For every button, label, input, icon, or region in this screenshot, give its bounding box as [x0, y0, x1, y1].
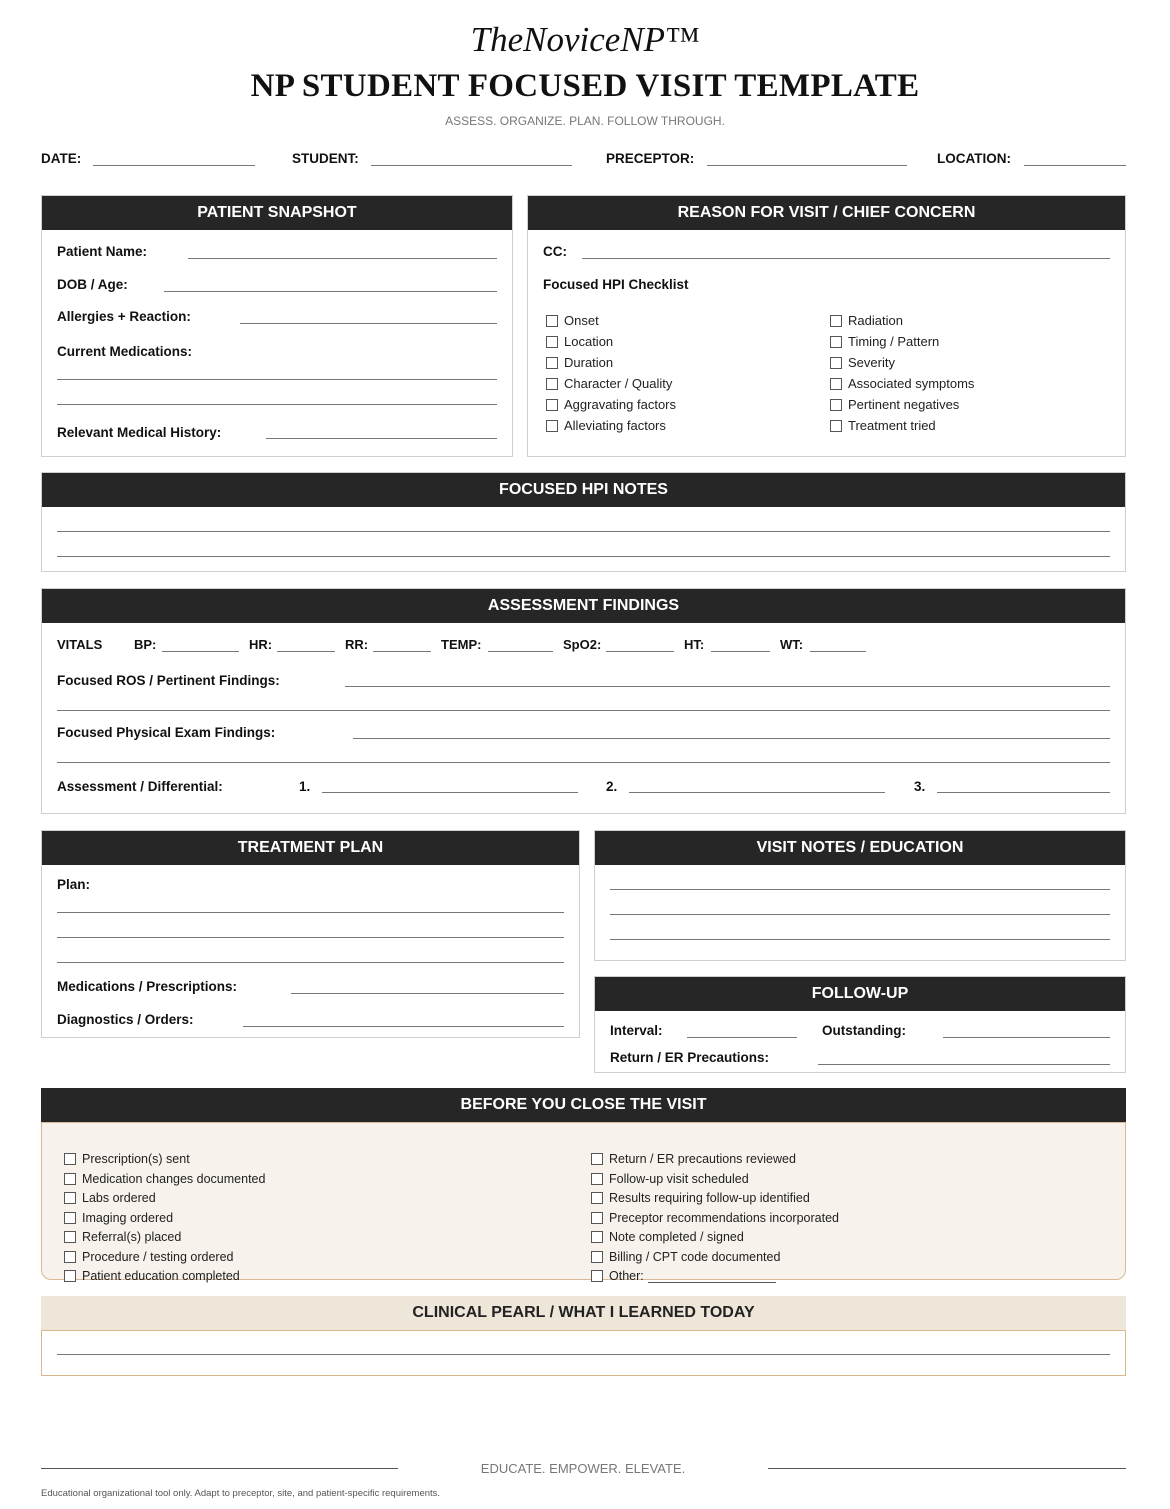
checklist-item[interactable]: Radiation — [830, 313, 903, 328]
checkbox[interactable] — [64, 1153, 76, 1165]
return-er-label: Return / ER Precautions: — [610, 1050, 770, 1065]
checkbox[interactable] — [591, 1231, 603, 1243]
close-checklist-item[interactable]: Labs ordered — [64, 1191, 156, 1205]
treatment-plan-panel — [41, 830, 580, 1038]
checkbox[interactable] — [830, 315, 842, 327]
checkbox[interactable] — [64, 1212, 76, 1224]
close-checklist-item[interactable]: Preceptor recommendations incorporated — [591, 1211, 839, 1225]
checkbox[interactable] — [64, 1192, 76, 1204]
tagline: ASSESS. ORGANIZE. PLAN. FOLLOW THROUGH. — [445, 114, 725, 128]
preceptor-field[interactable] — [707, 165, 907, 166]
date-field[interactable] — [93, 165, 255, 166]
physical-exam-line-2[interactable] — [57, 762, 1110, 763]
close-checklist-item[interactable]: Return / ER precautions reviewed — [591, 1152, 796, 1166]
ht-label: HT: — [684, 637, 705, 652]
footer-divider-right — [768, 1468, 1126, 1469]
location-field[interactable] — [1024, 165, 1126, 166]
brand-name: TheNoviceNP™ — [470, 20, 700, 59]
checklist-item[interactable]: Onset — [546, 313, 599, 328]
close-checklist-item[interactable]: Results requiring follow-up identified — [591, 1191, 810, 1205]
reason-for-visit-header: REASON FOR VISIT / CHIEF CONCERN — [528, 196, 1125, 230]
hpi-notes-line-2[interactable] — [57, 556, 1110, 557]
footer-motto: EDUCATE. EMPOWER. ELEVATE. — [480, 1461, 686, 1476]
interval-label: Interval: — [610, 1023, 663, 1038]
hpi-notes-header: FOCUSED HPI NOTES — [42, 473, 1125, 507]
bp-label: BP: — [134, 637, 157, 652]
close-checklist-item[interactable]: Note completed / signed — [591, 1230, 744, 1244]
checklist-item[interactable]: Associated symptoms — [830, 376, 974, 391]
current-meds-label: Current Medications: — [57, 344, 193, 359]
diagnostics-field[interactable] — [243, 1026, 564, 1027]
rr-field[interactable] — [373, 651, 431, 652]
checkbox[interactable] — [830, 378, 842, 390]
hr-label: HR: — [249, 637, 273, 652]
close-checklist-item[interactable]: Patient education completed — [64, 1269, 240, 1283]
spo2-field[interactable] — [606, 651, 674, 652]
checklist-item[interactable]: Aggravating factors — [546, 397, 676, 412]
current-meds-line-1[interactable] — [57, 379, 497, 380]
date-label: DATE: — [41, 151, 82, 166]
close-checklist-item[interactable]: Medication changes documented — [64, 1172, 265, 1186]
ht-field[interactable] — [711, 651, 770, 652]
temp-label: TEMP: — [441, 637, 482, 652]
checkbox[interactable] — [830, 420, 842, 432]
rr-label: RR: — [345, 637, 369, 652]
close-checklist-item[interactable]: Imaging ordered — [64, 1211, 173, 1225]
patient-snapshot-panel — [41, 195, 513, 457]
cc-field[interactable] — [582, 258, 1110, 259]
checklist-item[interactable]: Character / Quality — [546, 376, 672, 391]
differential-label: Assessment / Differential: — [57, 779, 223, 794]
outstanding-label: Outstanding: — [822, 1023, 906, 1038]
other-field[interactable] — [648, 1282, 776, 1283]
checkbox[interactable] — [64, 1270, 76, 1282]
plan-line-2[interactable] — [57, 937, 564, 938]
return-er-field[interactable] — [818, 1064, 1110, 1065]
checklist-item[interactable]: Alleviating factors — [546, 418, 666, 433]
close-checklist-item-other[interactable]: Other: — [591, 1269, 644, 1283]
patient-name-field[interactable] — [188, 258, 497, 259]
checkbox[interactable] — [591, 1251, 603, 1263]
clinical-pearl-panel — [41, 1330, 1126, 1376]
close-checklist-item[interactable]: Billing / CPT code documented — [591, 1250, 780, 1264]
checklist-item[interactable]: Pertinent negatives — [830, 397, 959, 412]
bp-field[interactable] — [162, 651, 239, 652]
patient-snapshot-header: PATIENT SNAPSHOT — [42, 196, 512, 230]
medications-field[interactable] — [291, 993, 564, 994]
student-label: STUDENT: — [292, 151, 359, 166]
page-title: NP STUDENT FOCUSED VISIT TEMPLATE — [250, 68, 920, 104]
checkbox[interactable] — [546, 315, 558, 327]
checklist-item[interactable]: Treatment tried — [830, 418, 936, 433]
ros-line-2[interactable] — [57, 710, 1110, 711]
ros-label: Focused ROS / Pertinent Findings: — [57, 673, 280, 688]
wt-label: WT: — [780, 637, 804, 652]
visit-notes-line-3[interactable] — [610, 939, 1110, 940]
dob-age-label: DOB / Age: — [57, 277, 128, 292]
checkbox[interactable] — [64, 1251, 76, 1263]
close-checklist-item[interactable]: Procedure / testing ordered — [64, 1250, 233, 1264]
close-checklist-item[interactable]: Referral(s) placed — [64, 1230, 181, 1244]
checklist-item[interactable]: Severity — [830, 355, 895, 370]
allergies-label: Allergies + Reaction: — [57, 309, 191, 324]
hpi-notes-line-1[interactable] — [57, 531, 1110, 532]
checkbox[interactable] — [546, 399, 558, 411]
patient-name-label: Patient Name: — [57, 244, 148, 259]
checkbox[interactable] — [591, 1173, 603, 1185]
footer-divider-left — [41, 1468, 398, 1469]
differential-number-2: 2. — [606, 779, 618, 794]
differential-number-1: 1. — [299, 779, 311, 794]
differential-field-1[interactable] — [322, 792, 578, 793]
checkbox[interactable] — [546, 357, 558, 369]
medications-label: Medications / Prescriptions: — [57, 979, 238, 994]
checklist-item[interactable]: Duration — [546, 355, 613, 370]
visit-notes-header: VISIT NOTES / EDUCATION — [595, 831, 1125, 865]
location-label: LOCATION: — [937, 151, 1011, 166]
checkbox[interactable] — [591, 1212, 603, 1224]
temp-field[interactable] — [488, 651, 553, 652]
hr-field[interactable] — [277, 651, 335, 652]
vitals-label: VITALS — [57, 637, 103, 652]
checkbox[interactable] — [591, 1270, 603, 1282]
checkbox[interactable] — [64, 1173, 76, 1185]
before-close-header: BEFORE YOU CLOSE THE VISIT — [41, 1088, 1126, 1122]
checkbox[interactable] — [546, 378, 558, 390]
checkbox[interactable] — [64, 1231, 76, 1243]
outstanding-field[interactable] — [943, 1037, 1110, 1038]
checkbox[interactable] — [830, 357, 842, 369]
visit-notes-line-1[interactable] — [610, 889, 1110, 890]
preceptor-label: PRECEPTOR: — [606, 151, 695, 166]
current-meds-line-2[interactable] — [57, 404, 497, 405]
hpi-checklist-title: Focused HPI Checklist — [543, 277, 689, 292]
footer-disclaimer: Educational organizational tool only. Adapt to preceptor, site, and patient-specific requirements. — [41, 1488, 441, 1499]
student-field[interactable] — [371, 165, 572, 166]
differential-number-3: 3. — [914, 779, 926, 794]
differential-field-3[interactable] — [937, 792, 1110, 793]
assessment-header: ASSESSMENT FINDINGS — [42, 589, 1125, 623]
hpi-notes-panel — [41, 472, 1126, 572]
visit-notes-line-2[interactable] — [610, 914, 1110, 915]
medical-history-field[interactable] — [266, 438, 497, 439]
cc-label: CC: — [543, 244, 567, 259]
ros-field[interactable] — [345, 686, 1110, 687]
checkbox[interactable] — [591, 1153, 603, 1165]
checkbox[interactable] — [591, 1192, 603, 1204]
close-checklist-item[interactable]: Follow-up visit scheduled — [591, 1172, 749, 1186]
checklist-item[interactable]: Location — [546, 334, 613, 349]
differential-field-2[interactable] — [629, 792, 885, 793]
spo2-label: SpO2: — [563, 637, 602, 652]
physical-exam-field[interactable] — [353, 738, 1110, 739]
treatment-plan-header: TREATMENT PLAN — [42, 831, 579, 865]
checkbox[interactable] — [830, 399, 842, 411]
visit-notes-panel — [594, 830, 1126, 961]
diagnostics-label: Diagnostics / Orders: — [57, 1012, 194, 1027]
plan-line-3[interactable] — [57, 962, 564, 963]
checkbox[interactable] — [546, 336, 558, 348]
checkbox[interactable] — [830, 336, 842, 348]
plan-line-1[interactable] — [57, 912, 564, 913]
dob-age-field[interactable] — [164, 291, 497, 292]
follow-up-header: FOLLOW-UP — [595, 977, 1125, 1011]
plan-label: Plan: — [57, 877, 91, 892]
physical-exam-label: Focused Physical Exam Findings: — [57, 725, 276, 740]
checklist-item[interactable]: Timing / Pattern — [830, 334, 939, 349]
clinical-pearl-header: CLINICAL PEARL / WHAT I LEARNED TODAY — [41, 1296, 1126, 1330]
medical-history-label: Relevant Medical History: — [57, 425, 222, 440]
allergies-field[interactable] — [240, 323, 497, 324]
checkbox[interactable] — [546, 420, 558, 432]
clinical-pearl-field[interactable] — [57, 1354, 1110, 1355]
wt-field[interactable] — [810, 651, 866, 652]
interval-field[interactable] — [687, 1037, 797, 1038]
close-checklist-item[interactable]: Prescription(s) sent — [64, 1152, 190, 1166]
